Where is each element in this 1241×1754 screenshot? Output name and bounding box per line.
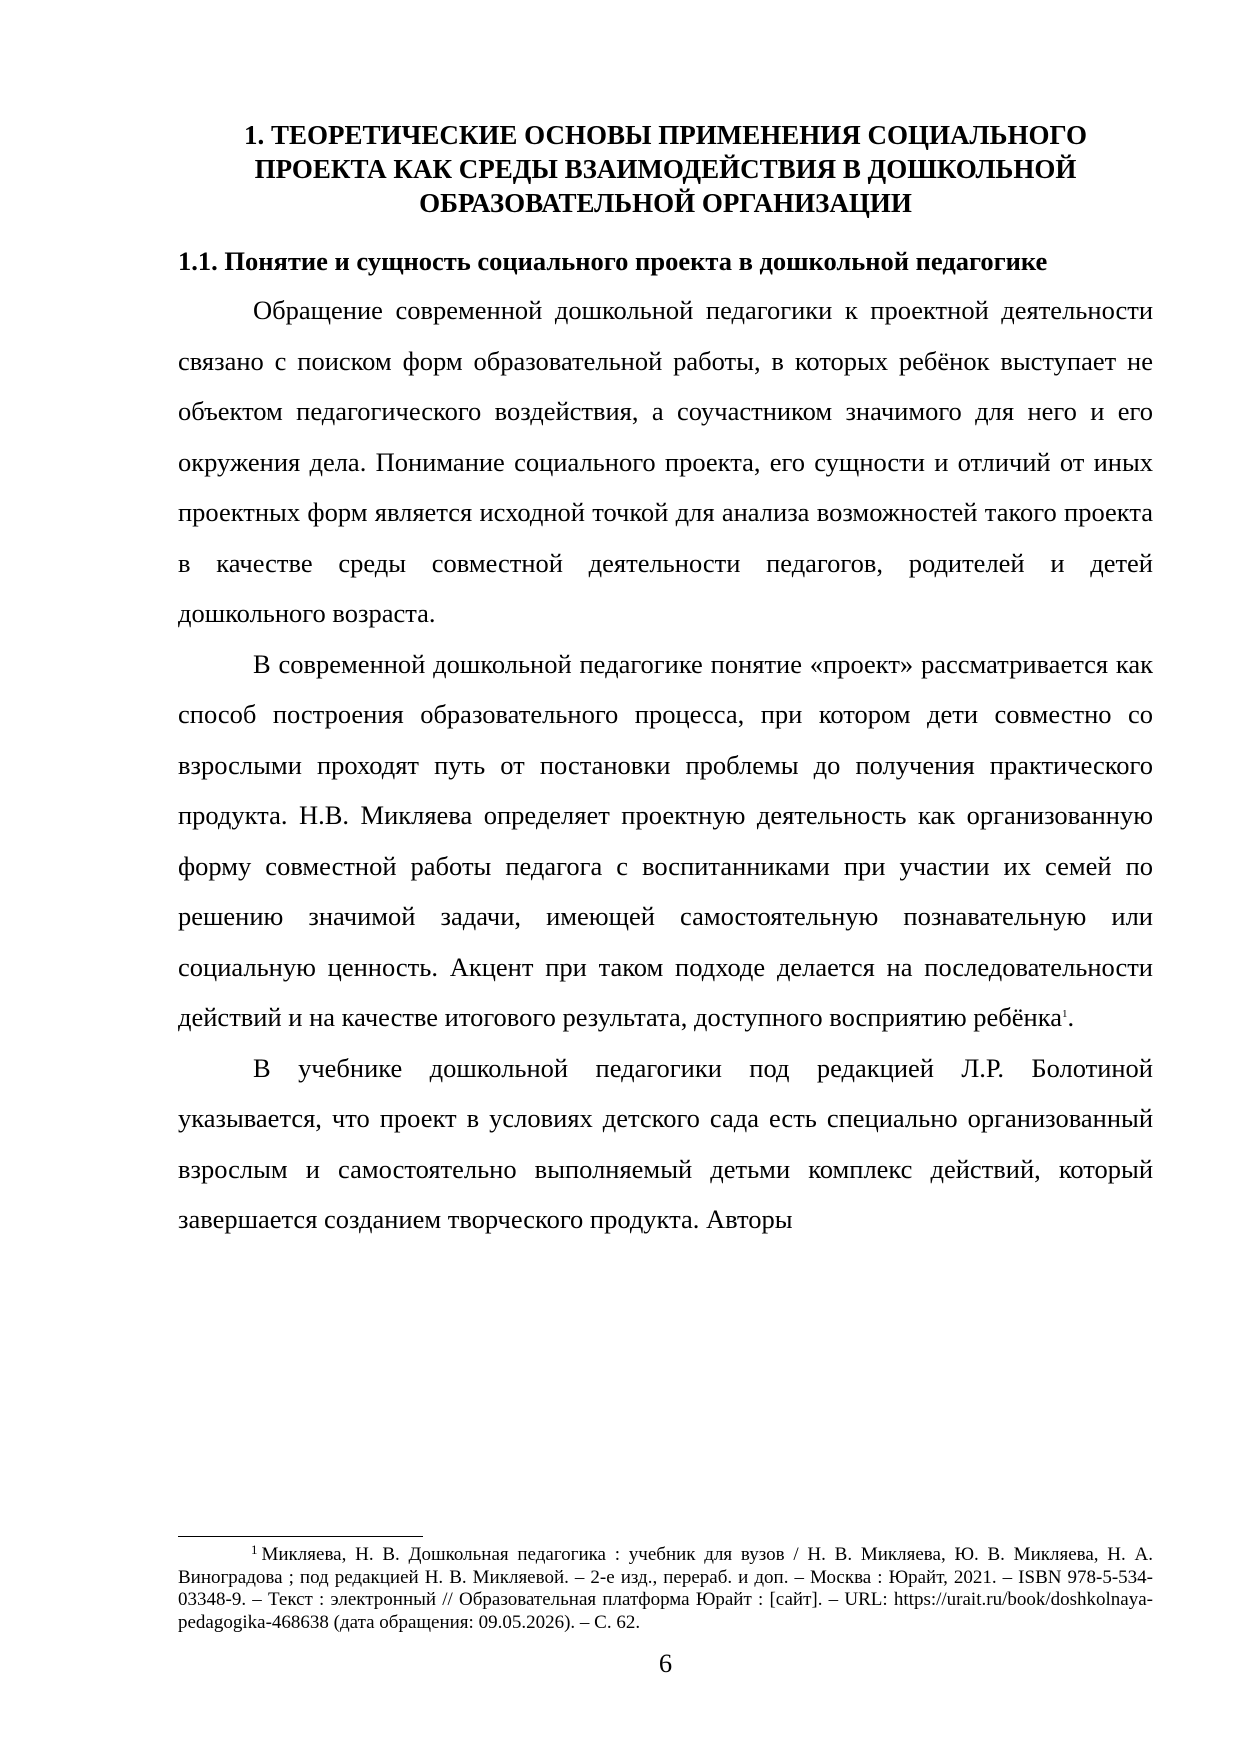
chapter-title bbox=[178, 118, 1153, 220]
paragraph-3-text: В учебнике дошкольной педагогики под редакцией Л.Р. Болотиной указывается, что проект в условиях детского сада есть специально организованный взрослым и самостоятельно выполняемый детьми комплекс действий, который завершается созданием творческого продукта. Авторы bbox=[178, 1052, 1153, 1234]
footnote-text: Микляева, Н. В. Дошкольная педагогика : учебник для вузов / Н. В. Микляева, Ю. В. Микляева, Н. А. Виноградова ; под редакцией Н. В. Микляевой. – 2-е изд., перераб. и доп. – Москва : Юрайт, 2021. – ISBN 978-5-534-03348-9. – Текст : электронный // Образовательная платформа Юрайт : [сайт]. – URL: https://urait.ru/book/doshkolnaya-pedagogika-468638 (дата обращения: 09.05.2026). – С. 62. bbox=[178, 1544, 1153, 1633]
footnote-separator bbox=[178, 1536, 423, 1537]
paragraph-2 bbox=[178, 639, 1153, 1043]
chapter-title-line-3: ОБРАЗОВАТЕЛЬНОЙ ОРГАНИЗАЦИИ bbox=[419, 188, 912, 218]
body-text bbox=[178, 285, 1153, 1245]
footnote-marker: 1 bbox=[251, 1542, 258, 1557]
section-title: 1.1. Понятие и сущность социального проекта в дошкольной педагогике bbox=[178, 246, 1048, 276]
paragraph-1-text: Обращение современной дошкольной педагогики к проектной деятельности связано с поиском форм образовательной работы, в которых ребёнок выступает не объектом педагогического воздействия, а соучастником значимого для него и его окружения дела. Понимание социального проекта, его сущности и отличий от иных проектных форм является исходной точкой для анализа возможностей такого проекта в качестве среды совместной деятельности педагогов, родителей и детей дошкольного возраста. bbox=[178, 295, 1153, 628]
footnote-reference[interactable]: 1 bbox=[1061, 1008, 1068, 1020]
chapter-title-line-2: ПРОЕКТА КАК СРЕДЫ ВЗАИМОДЕЙСТВИЯ В ДОШКОЛЬНОЙ bbox=[254, 154, 1077, 184]
paragraph-2-text: В современной дошкольной педагогике понятие «проект» рассматривается как способ построения образовательного процесса, при котором дети совместно со взрослыми проходят путь от постановки проблемы до получения практического продукта. Н.В. Микляева определяет проектную деятельность как организованную форму совместной работы педагога с воспитанниками при участии их семей по решению значимой задачи, имеющей самостоятельную познавательную или социальную ценность. Акцент при таком подходе делается на последовательности действий и на качестве итогового результата, доступного восприятию ребёнка bbox=[178, 648, 1153, 1032]
document-page bbox=[178, 0, 1153, 1754]
page-number: 6 bbox=[658, 1648, 673, 1678]
paragraph-1 bbox=[178, 285, 1153, 639]
footnote bbox=[178, 1544, 1153, 1634]
paragraph-3 bbox=[178, 1043, 1153, 1245]
chapter-title-line-1: 1. ТЕОРЕТИЧЕСКИЕ ОСНОВЫ ПРИМЕНЕНИЯ СОЦИАЛЬНОГО bbox=[243, 120, 1088, 150]
paragraph-2-tail: . bbox=[1067, 1002, 1075, 1032]
